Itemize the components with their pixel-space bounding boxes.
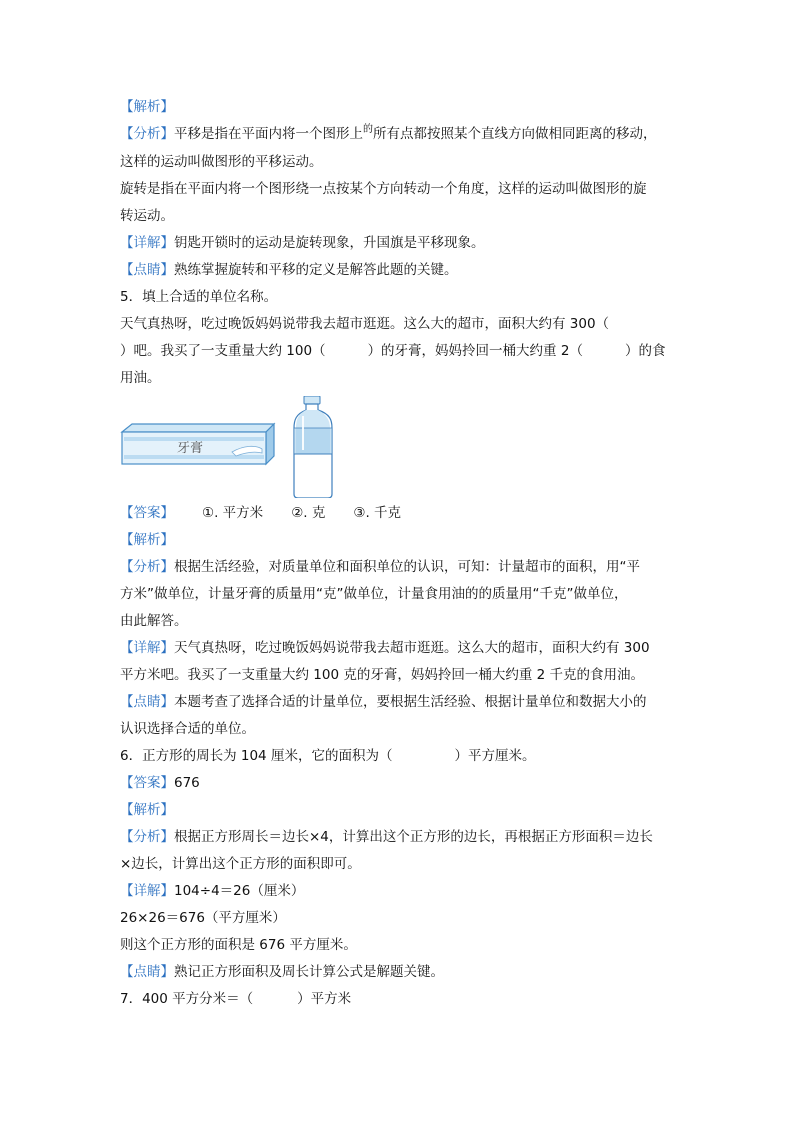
jiexi-tag: 【解析】 [120, 99, 174, 115]
fenxi-line [120, 824, 680, 851]
question-6-title [120, 743, 680, 770]
answer-tag: 【答案】 [120, 505, 174, 521]
dianjing-text: 本题考查了选择合适的计量单位，要根据生活经验、根据计量单位和数据大小的 [174, 694, 647, 710]
fenxi-text: 平移是指在平面内将一个图形上 [174, 126, 363, 142]
dianjing-tag: 【点睛】 [120, 262, 174, 278]
xiangjie-tag: 【详解】 [120, 883, 174, 899]
xiangjie-tag: 【详解】 [120, 640, 174, 656]
fenxi-line [120, 554, 680, 581]
jiexi-tag: 【解析】 [120, 532, 174, 548]
dianjing-text: 熟记正方形面积及周长计算公式是解题关键。 [174, 964, 444, 980]
answer-tag: 【答案】 [120, 775, 174, 791]
xiangjie-line: 平方米吧。我买了一支重量大约 100 克的牙膏，妈妈拎回一桶大约重 2 千克的食用油。 [120, 667, 645, 683]
fenxi-text: 根据正方形周长＝边长×4，计算出这个正方形的边长，再根据正方形面积＝边长 [174, 829, 653, 845]
section-jiexi [120, 94, 680, 121]
dianjing-text: 熟练掌握旋转和平移的定义是解答此题的关键。 [174, 262, 458, 278]
dianjing-line [120, 257, 680, 284]
dianjing-line [120, 959, 680, 986]
question-5-stem [120, 338, 680, 365]
fenxi-text: 所有点都按照某个直线方向做相同距离的移动， [373, 126, 657, 142]
xiangjie-tag: 【详解】 [120, 235, 174, 251]
question-5-title: 5．填上合适的单位名称。 [120, 289, 278, 305]
stem-text: ）吧。我买了一支重量大约 100（ [120, 343, 326, 359]
answer-option: ①. 平方米 [202, 505, 264, 521]
answer-value: 676 [174, 775, 200, 791]
xiangjie-line [120, 230, 680, 257]
xiangjie-line [120, 878, 680, 905]
question-5-figure [120, 396, 680, 498]
question-text: ）平方厘米。 [454, 748, 536, 764]
dianjing-tag: 【点睛】 [120, 964, 174, 980]
fenxi-tag: 【分析】 [120, 829, 174, 845]
fenxi-line: 旋转是指在平面内将一个图形绕一点按某个方向转动一个角度，这样的运动叫做图形的旋 [120, 181, 647, 197]
dianjing-tag: 【点睛】 [120, 694, 174, 710]
question-5-stem: 天气真热呀，吃过晚饭妈妈说带我去超市逛逛。这么大的超市，面积大约有 300（ [120, 316, 610, 332]
question-text: 7．400 平方分米＝（ [120, 991, 254, 1007]
xiangjie-text: 天气真热呀，吃过晚饭妈妈说带我去超市逛逛。这么大的超市，面积大约有 300 [174, 640, 650, 656]
toothpaste-label: 牙膏 [176, 441, 204, 456]
answer-option: ②. 克 [291, 505, 326, 521]
question-7-title [120, 986, 680, 1013]
fenxi-line: 转运动。 [120, 208, 174, 224]
stem-text: ）的牙膏，妈妈拎回一桶大约重 2（ [367, 343, 583, 359]
xiangjie-text: 钥匙开锁时的运动是旋转现象，升国旗是平移现象。 [174, 235, 485, 251]
fenxi-tag: 【分析】 [120, 559, 174, 575]
section-jiexi [120, 797, 680, 824]
oil-bottle-image [294, 396, 332, 498]
fenxi-line: ×边长，计算出这个正方形的面积即可。 [120, 856, 361, 872]
fenxi-line: 这样的运动叫做图形的平移运动。 [120, 154, 323, 170]
question-5-stem: 用油。 [120, 370, 161, 386]
xiangjie-line [120, 635, 680, 662]
question-6-answer [120, 770, 680, 797]
fenxi-tag: 【分析】 [120, 126, 174, 142]
fenxi-line: 由此解答。 [120, 613, 188, 629]
xiangjie-line: 则这个正方形的面积是 676 平方厘米。 [120, 937, 357, 953]
question-text: ）平方米 [297, 991, 352, 1007]
question-5-answer [120, 500, 680, 527]
answer-option: ③. 千克 [353, 505, 402, 521]
figure-illustration [120, 396, 680, 498]
toothpaste-box-image [122, 424, 274, 464]
xiangjie-line: 26×26＝676（平方厘米） [120, 910, 286, 926]
fenxi-line [120, 121, 680, 149]
fenxi-line: 方米”做单位，计量牙膏的质量用“克”做单位，计量食用油的的质量用“千克”做单位， [120, 586, 628, 602]
jiexi-tag: 【解析】 [120, 802, 174, 818]
dianjing-line [120, 689, 680, 716]
fenxi-text: 根据生活经验，对质量单位和面积单位的认识，可知：计量超市的面积，用“平 [174, 559, 640, 575]
dianjing-line: 认识选择合适的单位。 [120, 721, 255, 737]
fenxi-superscript: 的 [363, 124, 373, 135]
xiangjie-text: 104÷4＝26（厘米） [174, 883, 305, 899]
question-text: 6．正方形的周长为 104 厘米，它的面积为（ [120, 748, 393, 764]
stem-text: ）的食 [624, 343, 666, 359]
section-jiexi [120, 527, 680, 554]
document-content [120, 94, 680, 1013]
